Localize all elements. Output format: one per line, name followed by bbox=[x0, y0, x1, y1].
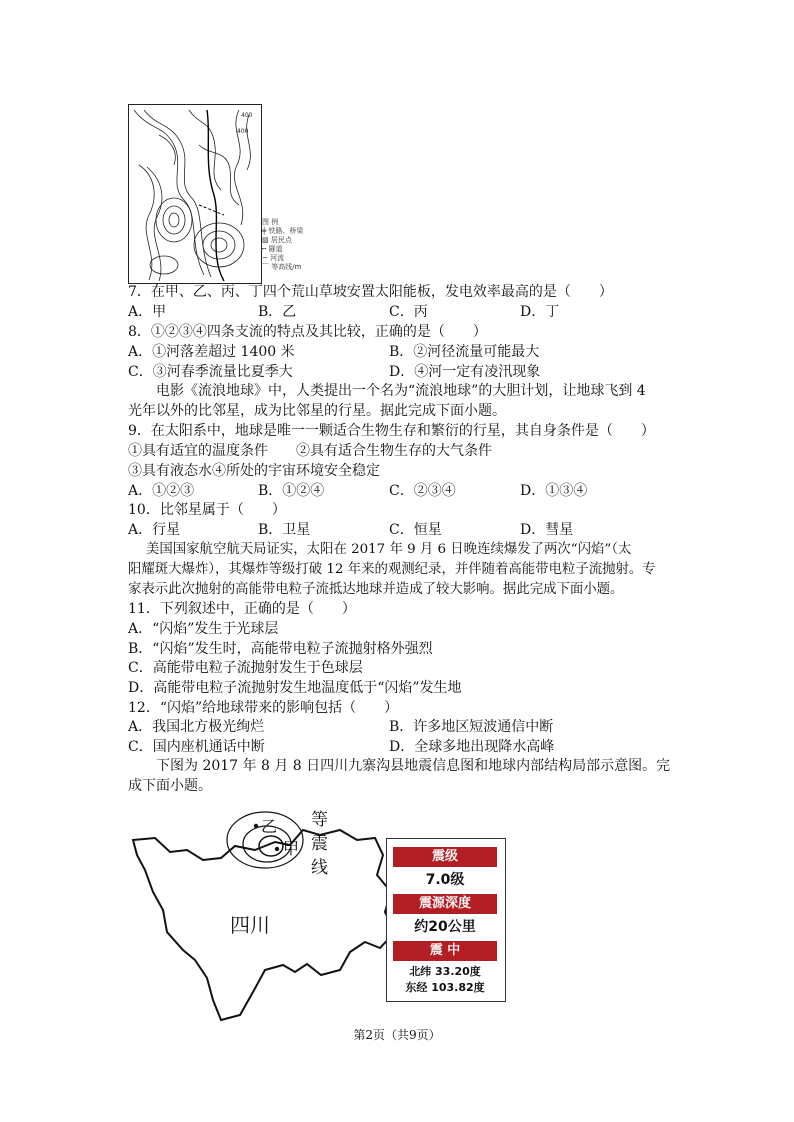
q11-stem: 11．下列叙述中，正确的是（ ） bbox=[128, 601, 356, 617]
q9-option-c: C．②③④ bbox=[389, 483, 456, 499]
earthquake-info-box bbox=[386, 838, 506, 1002]
intro3-line1: 下图为 2017 年 8 月 8 日四川九寨沟县地震信息图和地球内部结构局部示意图。完 bbox=[156, 758, 671, 774]
q9-option-b: B．①②④ bbox=[258, 483, 325, 499]
epicenter-lat: 北纬 33.20度 bbox=[409, 965, 481, 978]
epicenter-lon: 东经 103.82度 bbox=[405, 981, 485, 994]
q8-stem: 8．①②③④四条支流的特点及其比较，正确的是（ ） bbox=[128, 324, 487, 340]
province-label: 四川 bbox=[230, 913, 270, 937]
q11-option-d: D．高能带电粒子流抛射发生地温度低于“闪焰”发生地 bbox=[128, 680, 462, 696]
svg-text:400: 400 bbox=[237, 128, 249, 135]
q7-option-b: B．乙 bbox=[258, 304, 297, 320]
q11-option-b: B．“闪焰”发生时，高能带电粒子流抛射格外强烈 bbox=[128, 641, 433, 657]
legend-item-contour: ⌒ 等高线/m bbox=[262, 263, 302, 271]
q10-option-c: C．恒星 bbox=[389, 522, 442, 538]
q9-option-a: A．①②③ bbox=[128, 483, 195, 499]
topographic-map bbox=[128, 104, 262, 284]
legend-item-settlement: ▨ 居民点 bbox=[262, 236, 292, 244]
q9-conditions-2: ③具有液态水④所处的宇宙环境安全稳定 bbox=[128, 463, 380, 479]
legend-title: 图 例 bbox=[262, 218, 279, 226]
page-footer: 第2页（共9页） bbox=[353, 1028, 441, 1042]
svg-text:400: 400 bbox=[241, 112, 253, 119]
q7-option-d: D．丁 bbox=[520, 304, 560, 320]
point-yi-label: 乙 bbox=[261, 817, 278, 836]
q10-option-a: A．行星 bbox=[128, 522, 181, 538]
q9-option-d: D．①③④ bbox=[520, 483, 588, 499]
q12-stem: 12．“闪焰”给地球带来的影响包括（ ） bbox=[128, 700, 399, 716]
q12-option-a: A．我国北方极光绚烂 bbox=[128, 719, 265, 735]
q12-option-c: C．国内座机通话中断 bbox=[128, 739, 265, 755]
legend-item-railway: ╪ 铁路、桥梁 bbox=[262, 227, 304, 235]
intro2-line2: 阳耀斑大爆炸），其爆炸等级打破 12 年来的观测纪录，并伴随着高能带电粒子流抛射。专 bbox=[128, 562, 656, 577]
q8-option-a: A．①河落差超过 1400 米 bbox=[128, 344, 295, 360]
q8-option-b: B．②河径流量可能最大 bbox=[389, 344, 540, 360]
q8-option-d: D．④河一定有凌汛现象 bbox=[389, 364, 541, 380]
epicenter-label: 震 中 bbox=[393, 941, 497, 961]
intro2-line1: 美国国家航空航天局证实，太阳在 2017 年 9 月 6 日晚连续爆发了两次“闪焰”（太 bbox=[146, 542, 632, 557]
q7-stem: 7．在甲、乙、丙、丁四个荒山草坡安置太阳能板，发电效率最高的是（ ） bbox=[128, 284, 613, 300]
q9-conditions-1: ①具有适宜的温度条件 ②具有适合生物生存的大气条件 bbox=[128, 443, 492, 459]
q12-option-b: B．许多地区短波通信中断 bbox=[389, 719, 554, 735]
q8-option-c: C．③河春季流量比夏季大 bbox=[128, 364, 293, 380]
legend-item-tunnel: ┅ 隧道 bbox=[262, 245, 283, 253]
intro1-line2: 光年以外的比邻星，成为比邻星的行星。据此完成下面小题。 bbox=[128, 403, 506, 419]
contour-lines bbox=[129, 105, 261, 283]
depth-label: 震源深度 bbox=[393, 894, 497, 914]
q11-option-a: A．“闪焰”发生于光球层 bbox=[128, 621, 279, 637]
depth-value: 约20公里 bbox=[414, 919, 476, 935]
q7-option-a: A．甲 bbox=[128, 304, 167, 320]
legend-item-river: ~ 河流 bbox=[262, 254, 285, 262]
isoseismal-label: 等震线 bbox=[311, 810, 328, 878]
magnitude-value: 7.0级 bbox=[425, 872, 465, 888]
q10-option-d: D．彗星 bbox=[520, 522, 574, 538]
q12-option-d: D．全球多地出现降水高峰 bbox=[389, 739, 555, 755]
map-legend bbox=[262, 218, 303, 272]
intro1-line1: 电影《流浪地球》中，人类提出一个名为“流浪地球”的大胆计划，让地球飞到 4 bbox=[156, 383, 646, 399]
sichuan-map bbox=[125, 800, 405, 1025]
magnitude-label: 震级 bbox=[393, 847, 497, 867]
province-outline bbox=[125, 800, 405, 1025]
point-jia-label: 甲 bbox=[283, 839, 300, 858]
q10-stem: 10．比邻星属于（ ） bbox=[128, 502, 286, 518]
q9-stem: 9．在太阳系中，地球是唯一一颗适合生物生存和繁衍的行星，其自身条件是（ ） bbox=[128, 423, 655, 439]
q7-option-c: C．丙 bbox=[389, 304, 428, 320]
q10-option-b: B．卫星 bbox=[258, 522, 311, 538]
intro3-line2: 成下面小题。 bbox=[128, 778, 212, 794]
q11-option-c: C．高能带电粒子流抛射发生于色球层 bbox=[128, 660, 363, 676]
intro2-line3: 家表示此次抛射的高能带电粒子流抵达地球并造成了较大影响。据此完成下面小题。 bbox=[128, 582, 624, 597]
